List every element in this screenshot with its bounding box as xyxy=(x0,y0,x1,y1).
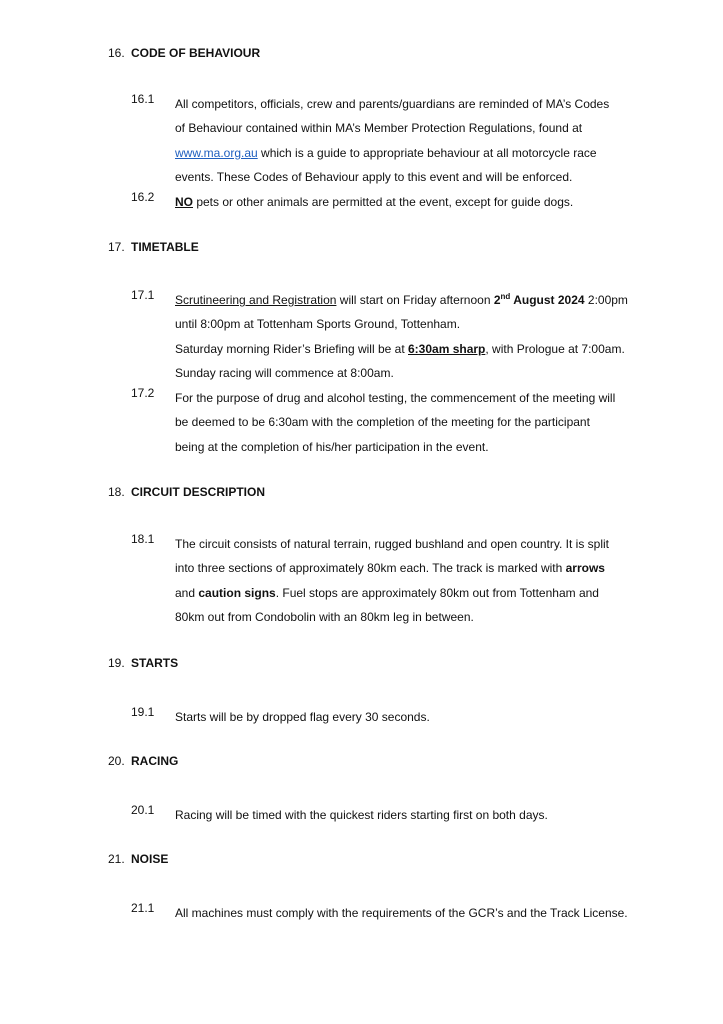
clause-number: 21.1 xyxy=(131,901,155,915)
ma-website-link[interactable]: www.ma.org.au xyxy=(175,145,258,160)
clause-text: and xyxy=(175,585,199,600)
section-number: 21. xyxy=(108,852,125,866)
clause-line xyxy=(175,190,651,214)
section-18-heading xyxy=(108,485,265,499)
clause-text: pets or other animals are permitted at the event, except for guide dogs. xyxy=(193,195,574,209)
clause-text: , with Prologue at 7:00am. xyxy=(485,341,625,356)
section-20-heading xyxy=(108,754,178,768)
clause-line: The circuit consists of natural terrain, rugged bushland and open country. It is split xyxy=(175,537,610,551)
clause-number: 19.1 xyxy=(131,705,155,719)
clause-text: into three sections of approximately 80km each. The track is marked with xyxy=(175,561,566,576)
section-number: 17. xyxy=(108,240,125,254)
clause-text: which is a guide to appropriate behaviour at all motorcycle race xyxy=(257,145,597,160)
section-title: CODE OF BEHAVIOUR xyxy=(131,46,261,60)
clause-20-1 xyxy=(131,803,651,827)
section-title: NOISE xyxy=(131,852,169,866)
clause-line: Starts will be by dropped flag every 30 seconds. xyxy=(175,710,430,724)
clause-line: events. These Codes of Behaviour apply to this event and will be enforced. xyxy=(175,170,573,185)
clause-21-1 xyxy=(131,901,651,925)
briefing-time: 6:30am sharp xyxy=(408,341,486,356)
clause-19-1 xyxy=(131,705,651,729)
clause-line xyxy=(175,288,651,312)
no-emphasis: NO xyxy=(175,195,193,209)
clause-line xyxy=(175,556,651,580)
clause-line: Racing will be timed with the quickest riders starting first on both days. xyxy=(175,808,548,822)
clause-number: 17.1 xyxy=(131,288,155,302)
clause-line: being at the completion of his/her participation in the event. xyxy=(175,439,489,454)
caution-signs-emphasis: caution signs xyxy=(198,585,276,600)
clause-text: . Fuel stops are approximately 80km out from Tottenham and xyxy=(275,585,599,600)
clause-text: will start on Friday afternoon xyxy=(336,293,494,307)
date-day: 2 xyxy=(493,293,501,307)
section-title: RACING xyxy=(131,754,179,768)
clause-number: 16.2 xyxy=(131,190,155,204)
section-number: 16. xyxy=(108,46,125,60)
clause-line xyxy=(175,141,651,165)
date-suffix: nd xyxy=(500,292,511,301)
section-title: CIRCUIT DESCRIPTION xyxy=(131,485,266,499)
arrows-emphasis: arrows xyxy=(565,561,605,576)
section-title: TIMETABLE xyxy=(131,240,199,254)
clause-number: 18.1 xyxy=(131,532,155,546)
clause-line: be deemed to be 6:30am with the completion of the meeting for the participant xyxy=(175,415,590,430)
clause-text: Saturday morning Rider’s Briefing will be at xyxy=(175,341,408,356)
clause-line: 80km out from Condobolin with an 80km leg in between. xyxy=(175,610,474,625)
section-17-heading xyxy=(108,240,199,254)
clause-line: of Behaviour contained within MA’s Member Protection Regulations, found at xyxy=(175,121,583,136)
section-number: 18. xyxy=(108,485,125,499)
clause-text: 2:00pm xyxy=(584,293,628,307)
clause-line: For the purpose of drug and alcohol testing, the commencement of the meeting will xyxy=(175,391,616,405)
section-number: 20. xyxy=(108,754,125,768)
clause-number: 20.1 xyxy=(131,803,155,817)
clause-line: until 8:00pm at Tottenham Sports Ground, Tottenham. xyxy=(175,317,461,332)
clause-number: 16.1 xyxy=(131,92,155,106)
section-number: 19. xyxy=(108,656,125,670)
clause-16-1 xyxy=(131,92,651,190)
clause-line: Sunday racing will commence at 8:00am. xyxy=(175,366,394,381)
clause-line: All machines must comply with the requirements of the GCR’s and the Track License. xyxy=(175,906,628,920)
clause-18-1 xyxy=(131,532,651,630)
date-month-year: August 2024 xyxy=(510,293,585,307)
clause-17-2 xyxy=(131,386,651,459)
clause-line xyxy=(175,581,651,605)
section-21-heading xyxy=(108,852,168,866)
scrutineering-label: Scrutineering and Registration xyxy=(175,293,337,307)
clause-17-1 xyxy=(131,288,651,386)
section-title: STARTS xyxy=(131,656,179,670)
clause-number: 17.2 xyxy=(131,386,155,400)
clause-line: All competitors, officials, crew and parents/guardians are reminded of MA’s Codes xyxy=(175,97,610,111)
section-19-heading xyxy=(108,656,178,670)
clause-16-2 xyxy=(131,190,651,214)
section-16-heading xyxy=(108,46,260,60)
clause-line xyxy=(175,337,651,361)
